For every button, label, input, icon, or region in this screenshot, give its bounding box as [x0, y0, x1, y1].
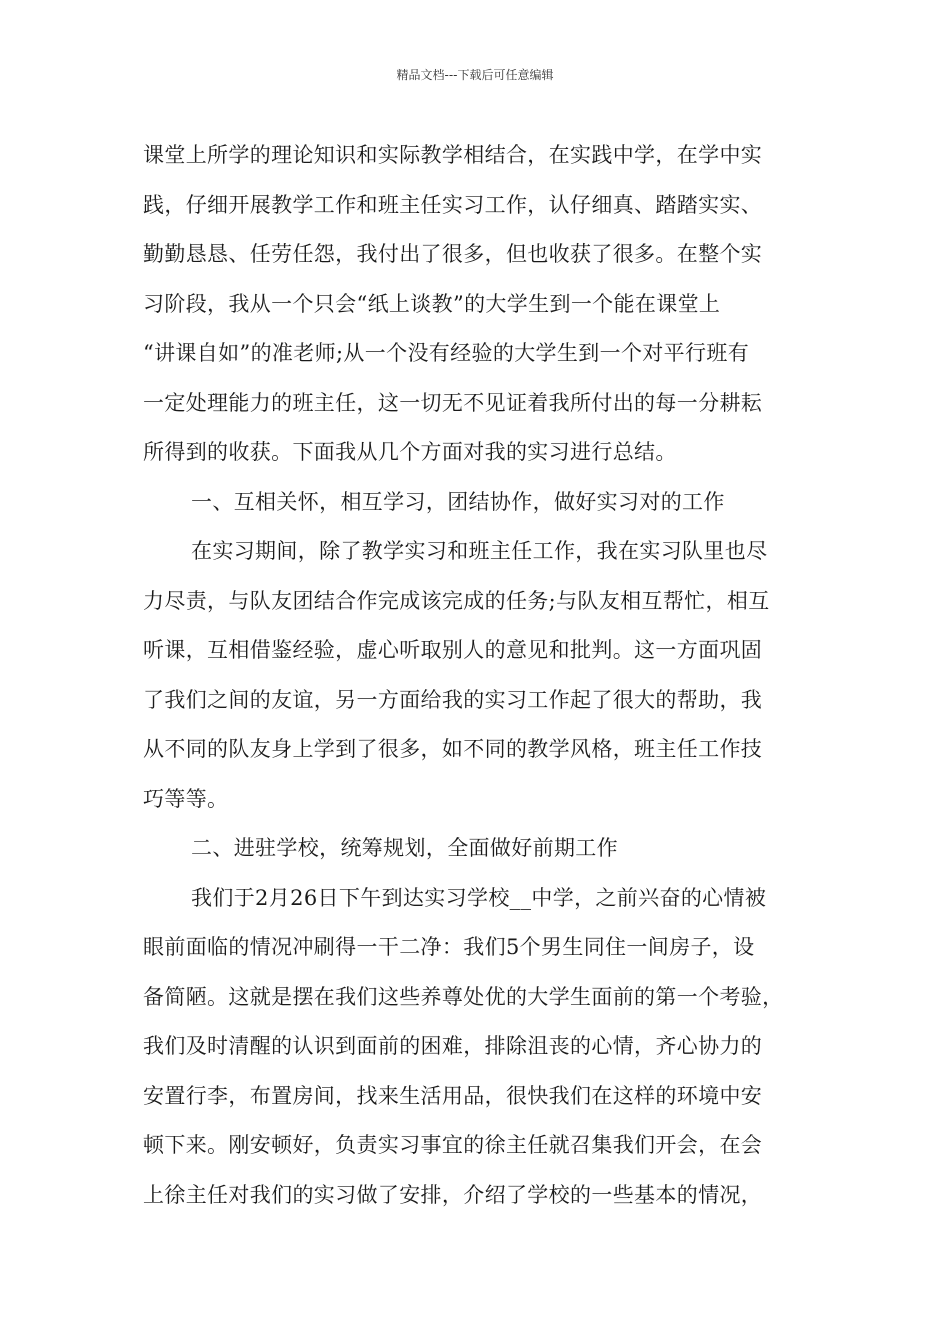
text-line: 巧等等。	[143, 786, 229, 811]
text-line: 我们及时清醒的认识到面前的困难，排除沮丧的心情，齐心协力的	[143, 1034, 763, 1058]
text-line: 我们于2月26日下午到达实习学校__中学，之前兴奋的心情被	[191, 885, 767, 910]
text-line: 习阶段，我从一个只会“纸上谈教”的大学生到一个能在课堂上	[143, 291, 721, 316]
text-line: 在实习期间，除了教学实习和班主任工作，我在实习队里也尽	[191, 539, 768, 563]
text-line: 从不同的队友身上学到了很多，如不同的教学风格，班主任工作技	[143, 737, 763, 761]
text-line: 一定处理能力的班主任，这一切无不见证着我所付出的每一分耕耘	[143, 390, 763, 415]
text-line: 上徐主任对我们的实习做了安排，介绍了学校的一些基本的情况，	[143, 1182, 763, 1207]
text-line: “讲课自如”的准老师;从一个没有经验的大学生到一个对平行班有	[143, 341, 750, 365]
text-line: 课堂上所学的理论知识和实际教学相结合，在实践中学，在学中实	[143, 143, 763, 167]
text-line: 勤勤恳恳、任劳任怨，我付出了很多，但也收获了很多。在整个实	[143, 242, 763, 266]
text-line: 所得到的收获。下面我从几个方面对我的实习进行总结。	[143, 440, 677, 464]
page-header: 精品文档---下载后可任意编辑	[396, 68, 554, 82]
text-line: 力尽责，与队友团结合作完成该完成的任务;与队友相互帮忙，相互	[143, 588, 770, 613]
section-heading: 一、互相关怀，相互学习，团结协作，做好实习对的工作	[191, 489, 725, 514]
text-line: 眼前面临的情况冲刷得一干二净：我们5个男生同住一间房子，设	[143, 935, 755, 959]
text-line: 听课，互相借鉴经验，虚心听取别人的意见和批判。这一方面巩固	[143, 638, 763, 662]
text-line: 顿下来。刚安顿好，负责实习事宜的徐主任就召集我们开会，在会	[143, 1133, 763, 1157]
text-line: 了我们之间的友谊，另一方面给我的实习工作起了很大的帮助，我	[143, 687, 763, 712]
text-line: 备简陋。这就是摆在我们这些养尊处优的大学生面前的第一个考验，	[143, 984, 784, 1009]
text-line: 安置行李，布置房间，找来生活用品，很快我们在这样的环境中安	[143, 1083, 763, 1108]
document-body	[143, 131, 813, 1220]
section-heading: 二、进驻学校，统筹规划，全面做好前期工作	[191, 836, 618, 860]
text-line: 践，仔细开展教学工作和班主任实习工作，认仔细真、踏踏实实、	[143, 192, 763, 217]
